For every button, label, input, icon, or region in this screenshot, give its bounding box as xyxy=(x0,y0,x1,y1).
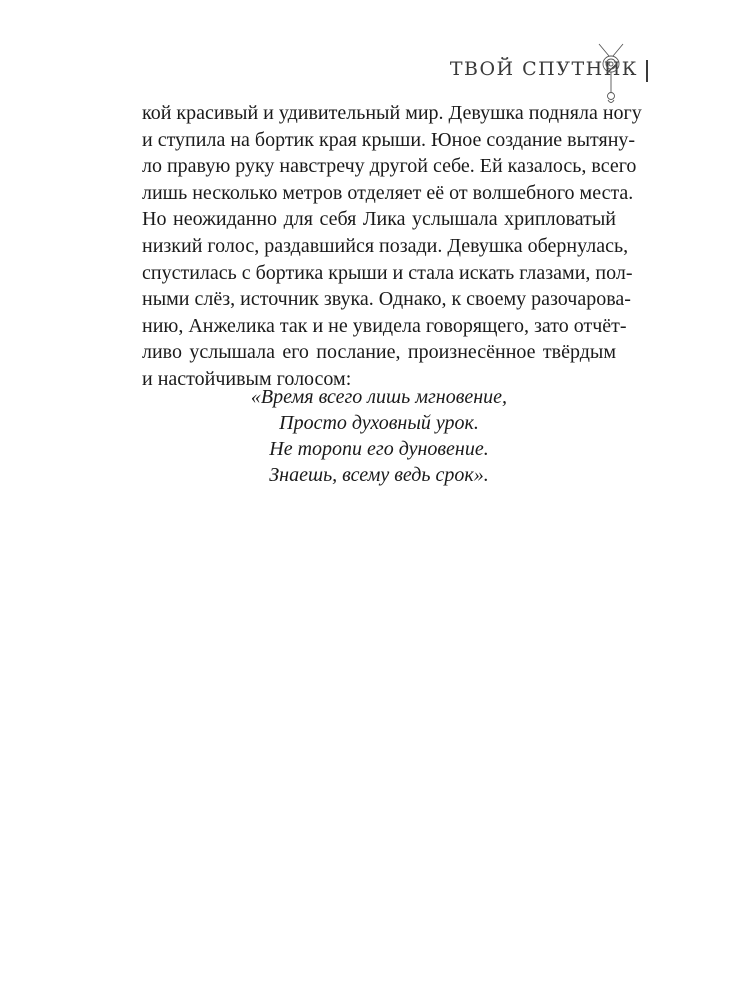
verse-line: Просто духовный урок. xyxy=(279,412,479,434)
text-line: ливо услышала его послание, произнесённое твёрдым xyxy=(142,341,616,364)
text-line: спустилась с бортика крыши и стала искать глазами, пол- xyxy=(142,261,633,284)
text-line: кой красивый и удивительный мир. Девушка подняла ногу xyxy=(142,102,642,124)
running-head-title: ТВОЙ СПУТНИК xyxy=(449,58,638,80)
verse-line: «Время всего лишь мгновение, xyxy=(250,386,508,408)
text-line: и ступила на бортик края крыши. Юное создание вытяну- xyxy=(142,128,636,151)
verse-line: Знаешь, всему ведь срок». xyxy=(269,464,489,486)
body-paragraph xyxy=(142,100,642,393)
text-line: нию, Анжелика так и не увидела говорящего, зато отчёт- xyxy=(142,314,627,337)
text-line: Но неожиданно для себя Лика услышала хрипловатый xyxy=(142,208,616,231)
pendant-icon xyxy=(596,42,626,106)
text-line: лишь несколько метров отделяет её от волшебного места. xyxy=(142,181,634,204)
text-line: и настойчивым голосом: xyxy=(142,367,352,390)
header-divider xyxy=(646,60,648,82)
verse-block xyxy=(142,384,616,488)
text-line: ло правую руку навстречу другой себе. Ей казалось, всего xyxy=(142,155,637,178)
verse-line: Не торопи его дуновение. xyxy=(269,438,489,460)
text-line: ными слёз, источник звука. Однако, к своему разочарова- xyxy=(142,288,631,311)
text-line: низкий голос, раздавшийся позади. Девушка обернулась, xyxy=(142,234,629,257)
